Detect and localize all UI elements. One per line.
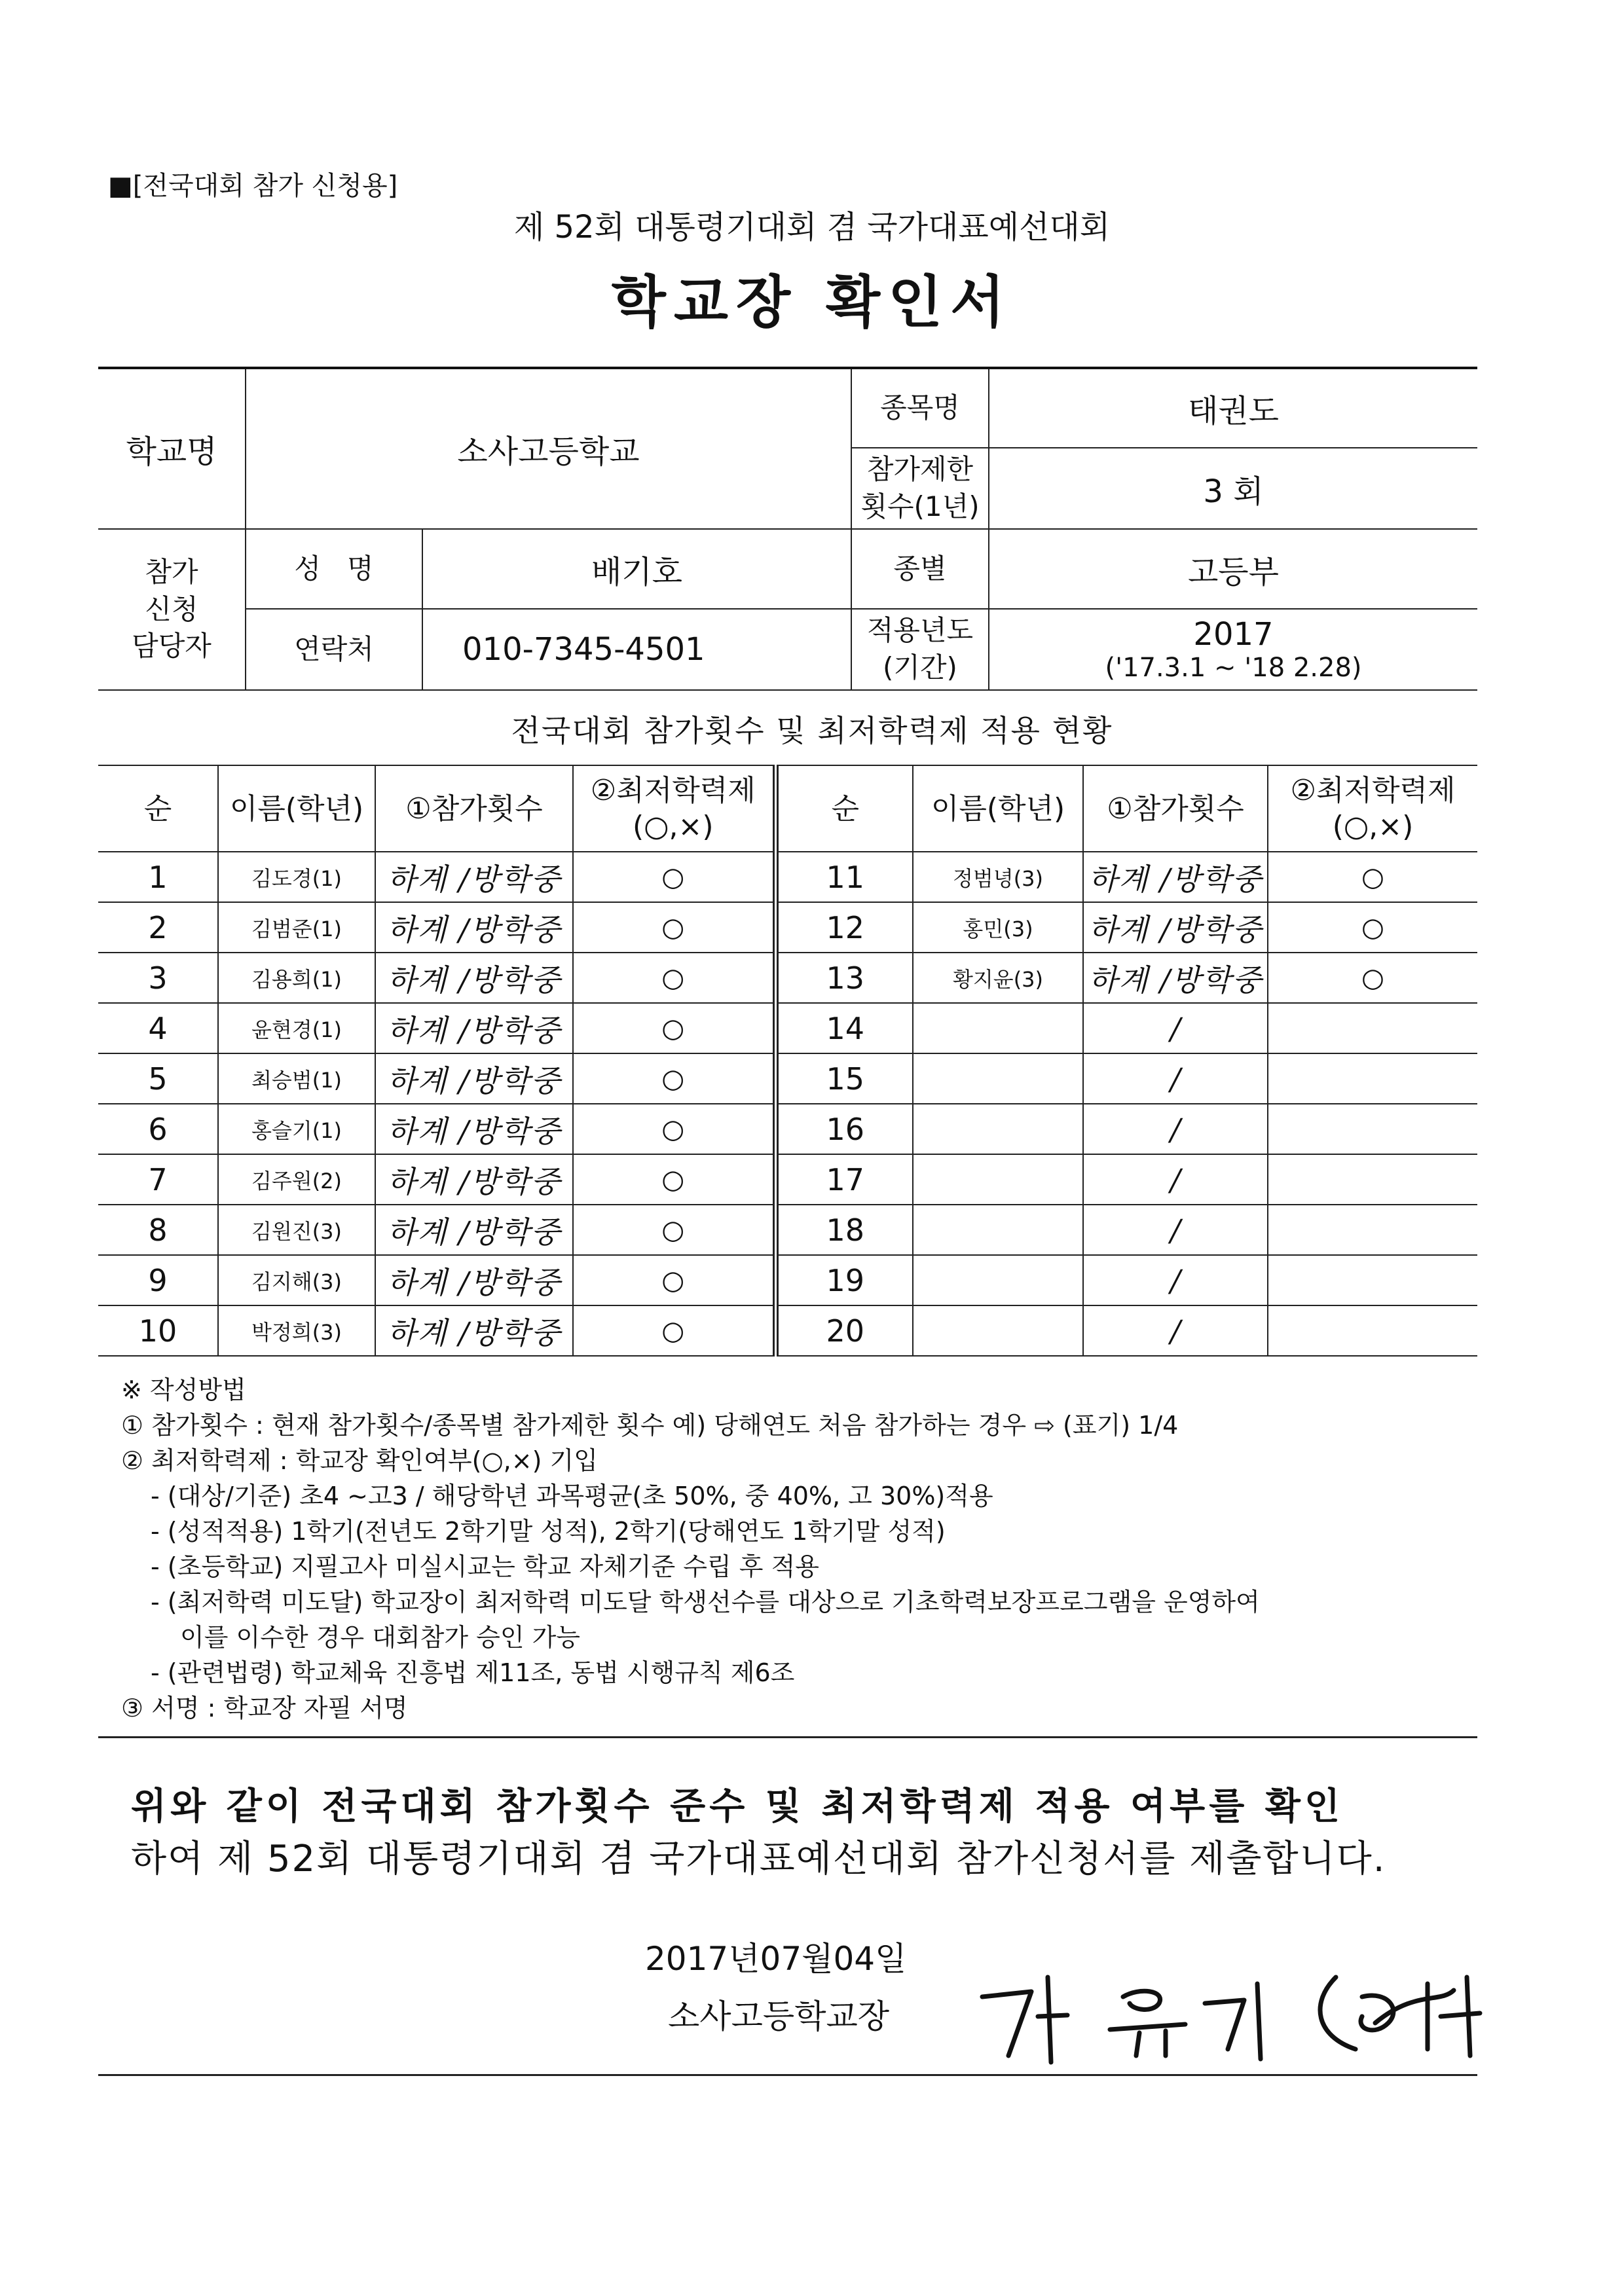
table-row bbox=[98, 1205, 1477, 1255]
division-value: 고등부 bbox=[989, 529, 1477, 609]
row-count: / bbox=[1083, 1305, 1268, 1356]
year-label bbox=[851, 609, 989, 690]
row-count: 하계 /방학중 bbox=[1083, 902, 1268, 953]
table-row bbox=[98, 1255, 1477, 1305]
table-row bbox=[98, 1305, 1477, 1356]
header-min-left bbox=[573, 765, 775, 852]
row-min-mark: ○ bbox=[1268, 852, 1477, 902]
divider-top bbox=[98, 1736, 1477, 1738]
row-min-mark: ○ bbox=[573, 1154, 775, 1205]
header-min-right-line1: ②최저학력제 bbox=[1290, 774, 1456, 807]
row-name bbox=[913, 1003, 1083, 1053]
closing-statement bbox=[131, 1781, 1386, 1886]
limit-value: 3 회 bbox=[989, 448, 1477, 529]
contact-label: 연락처 bbox=[246, 609, 422, 690]
header-no-right: 순 bbox=[775, 765, 913, 852]
event-label: 종목명 bbox=[851, 368, 989, 448]
note-3: ③ 서명 : 학교장 자필 서명 bbox=[121, 1694, 408, 1722]
row-min-mark bbox=[1268, 1205, 1477, 1255]
limit-label bbox=[851, 448, 989, 529]
notes-title: ※ 작성방법 bbox=[121, 1376, 246, 1404]
row-count: 하계 /방학중 bbox=[375, 1053, 573, 1104]
table-row bbox=[98, 1053, 1477, 1104]
row-no: 20 bbox=[775, 1305, 913, 1356]
header-min-right-line2: (○,×) bbox=[1332, 810, 1414, 843]
row-count: / bbox=[1083, 1205, 1268, 1255]
header-count-left: ①참가횟수 bbox=[375, 765, 573, 852]
row-name bbox=[913, 1053, 1083, 1104]
row-min-mark: ○ bbox=[573, 953, 775, 1003]
header-no-left: 순 bbox=[98, 765, 218, 852]
row-no: 11 bbox=[775, 852, 913, 902]
row-no: 16 bbox=[775, 1104, 913, 1154]
row-name: 김원진(3) bbox=[218, 1205, 375, 1255]
row-count: 하계 /방학중 bbox=[375, 1205, 573, 1255]
row-count: 하계 /방학중 bbox=[375, 1154, 573, 1205]
row-name: 황지윤(3) bbox=[913, 953, 1083, 1003]
header-min-right bbox=[1268, 765, 1477, 852]
row-count: 하계 /방학중 bbox=[375, 902, 573, 953]
row-count: 하계 /방학중 bbox=[375, 1104, 573, 1154]
table-row bbox=[98, 852, 1477, 902]
competition-title: 제 52회 대통령기대회 겸 국가대표예선대회 bbox=[513, 209, 1111, 246]
contact-value: 010-7345-4501 bbox=[422, 609, 851, 690]
row-no: 8 bbox=[98, 1205, 218, 1255]
row-min-mark bbox=[1268, 1154, 1477, 1205]
note-2d: - (최저학력 미도달) 학교장이 최저학력 미도달 학생선수를 대상으로 기초학력보장프로그램을 운영하여 bbox=[151, 1588, 1260, 1616]
closing-line-1: 위와 같이 전국대회 참가횟수 준수 및 최저학력제 적용 여부를 확인 bbox=[131, 1785, 1344, 1828]
row-count: 하계 /방학중 bbox=[375, 852, 573, 902]
header-count-right: ①참가횟수 bbox=[1083, 765, 1268, 852]
division-label: 종별 bbox=[851, 529, 989, 609]
school-label: 학교명 bbox=[98, 368, 246, 529]
row-no: 7 bbox=[98, 1154, 218, 1205]
row-no: 10 bbox=[98, 1305, 218, 1356]
header-min-left-line2: (○,×) bbox=[632, 810, 714, 843]
row-count: / bbox=[1083, 1053, 1268, 1104]
row-min-mark bbox=[1268, 1305, 1477, 1356]
row-name: 홍슬기(1) bbox=[218, 1104, 375, 1154]
note-2b: - (성적적용) 1학기(전년도 2학기말 성적), 2학기(당해연도 1학기말 성적) bbox=[151, 1517, 946, 1546]
year-label-line2: (기간) bbox=[883, 651, 957, 683]
header-name-right: 이름(학년) bbox=[913, 765, 1083, 852]
row-name bbox=[913, 1305, 1083, 1356]
form-type-tag: ■[전국대회 참가 신청용] bbox=[108, 171, 398, 201]
row-name bbox=[913, 1154, 1083, 1205]
applicant-label-line1: 참가 bbox=[145, 555, 198, 588]
closing-line-2: 하여 제 52회 대통령기대회 겸 국가대표예선대회 참가신청서를 제출합니다. bbox=[131, 1838, 1386, 1880]
row-count: 하계 /방학중 bbox=[375, 1255, 573, 1305]
table-row bbox=[98, 1154, 1477, 1205]
limit-label-line1: 참가제한 bbox=[866, 453, 974, 486]
row-name: 정범녕(3) bbox=[913, 852, 1083, 902]
note-2a: - (대상/기준) 초4 ~고3 / 해당학년 과목평균(초 50%, 중 40%, 고 30%)적용 bbox=[151, 1482, 993, 1510]
note-1: ① 참가횟수 : 현재 참가횟수/종목별 참가제한 횟수 예) 당해연도 처음 참가하는 경우 ⇨ (표기) 1/4 bbox=[121, 1411, 1179, 1440]
row-name bbox=[913, 1104, 1083, 1154]
row-no: 12 bbox=[775, 902, 913, 953]
row-name: 최승범(1) bbox=[218, 1053, 375, 1104]
row-no: 14 bbox=[775, 1003, 913, 1053]
row-name: 박정희(3) bbox=[218, 1305, 375, 1356]
row-min-mark: ○ bbox=[573, 1104, 775, 1154]
row-min-mark: ○ bbox=[573, 1205, 775, 1255]
writing-instructions bbox=[121, 1372, 1260, 1726]
row-min-mark: ○ bbox=[573, 1305, 775, 1356]
row-min-mark: ○ bbox=[573, 1255, 775, 1305]
table-row bbox=[98, 953, 1477, 1003]
row-no: 9 bbox=[98, 1255, 218, 1305]
year-value-cell bbox=[989, 609, 1477, 690]
row-min-mark bbox=[1268, 1255, 1477, 1305]
row-no: 17 bbox=[775, 1154, 913, 1205]
row-name: 김지해(3) bbox=[218, 1255, 375, 1305]
row-no: 5 bbox=[98, 1053, 218, 1104]
table-row bbox=[98, 1003, 1477, 1053]
row-count: 하계 /방학중 bbox=[375, 1003, 573, 1053]
note-2d-cont: 이를 이수한 경우 대회참가 승인 가능 bbox=[180, 1623, 581, 1652]
applicant-label bbox=[98, 529, 246, 690]
note-2e: - (관련법령) 학교체육 진흥법 제11조, 동법 시행규칙 제6조 bbox=[151, 1658, 795, 1687]
document-title: 학교장 확인서 bbox=[611, 270, 1013, 335]
row-min-mark bbox=[1268, 1053, 1477, 1104]
row-no: 13 bbox=[775, 953, 913, 1003]
row-name: 김도경(1) bbox=[218, 852, 375, 902]
row-no: 18 bbox=[775, 1205, 913, 1255]
row-no: 19 bbox=[775, 1255, 913, 1305]
note-2: ② 최저학력제 : 학교장 확인여부(○,×) 기입 bbox=[121, 1446, 598, 1475]
row-count: / bbox=[1083, 1154, 1268, 1205]
name-label: 성 명 bbox=[246, 529, 422, 609]
row-no: 15 bbox=[775, 1053, 913, 1104]
row-count: / bbox=[1083, 1003, 1268, 1053]
row-min-mark: ○ bbox=[573, 902, 775, 953]
school-value: 소사고등학교 bbox=[246, 368, 851, 529]
table-row bbox=[98, 1104, 1477, 1154]
handwritten-signature bbox=[969, 1951, 1519, 2075]
applicant-label-line2: 신청 bbox=[145, 592, 198, 625]
row-count: 하계 /방학중 bbox=[375, 1305, 573, 1356]
row-min-mark: ○ bbox=[1268, 902, 1477, 953]
row-min-mark: ○ bbox=[1268, 953, 1477, 1003]
row-name: 김주원(2) bbox=[218, 1154, 375, 1205]
row-name: 김용희(1) bbox=[218, 953, 375, 1003]
row-no: 4 bbox=[98, 1003, 218, 1053]
section-title: 전국대회 참가횟수 및 최저학력제 적용 현황 bbox=[511, 713, 1113, 748]
row-min-mark: ○ bbox=[573, 1053, 775, 1104]
row-count: 하계 /방학중 bbox=[1083, 852, 1268, 902]
row-min-mark bbox=[1268, 1003, 1477, 1053]
row-name bbox=[913, 1255, 1083, 1305]
row-no: 1 bbox=[98, 852, 218, 902]
row-min-mark: ○ bbox=[573, 852, 775, 902]
row-no: 6 bbox=[98, 1104, 218, 1154]
header-min-left-line1: ②최저학력제 bbox=[590, 774, 756, 807]
name-value: 배기호 bbox=[422, 529, 851, 609]
applicant-label-line3: 담당자 bbox=[132, 630, 212, 663]
row-min-mark bbox=[1268, 1104, 1477, 1154]
info-table bbox=[98, 367, 1477, 691]
row-count: / bbox=[1083, 1255, 1268, 1305]
participants-body bbox=[98, 852, 1477, 1356]
participants-header-row bbox=[98, 765, 1477, 852]
participants-table bbox=[98, 765, 1477, 1357]
row-name: 김범준(1) bbox=[218, 902, 375, 953]
submission-date: 2017년07월04일 bbox=[645, 1940, 907, 1978]
row-no: 3 bbox=[98, 953, 218, 1003]
row-name: 홍민(3) bbox=[913, 902, 1083, 953]
row-no: 2 bbox=[98, 902, 218, 953]
year-value: 2017 bbox=[1193, 616, 1274, 653]
divider-bottom bbox=[98, 2074, 1477, 2076]
year-label-line1: 적용년도 bbox=[866, 614, 974, 647]
note-2c: - (초등학교) 지필고사 미실시교는 학교 자체기준 수립 후 적용 bbox=[151, 1552, 819, 1581]
row-name bbox=[913, 1205, 1083, 1255]
table-row bbox=[98, 902, 1477, 953]
year-period: ('17.3.1 ~ '18 2.28) bbox=[1105, 653, 1362, 683]
principal-title: 소사고등학교장 bbox=[668, 1997, 890, 2035]
row-name: 윤현경(1) bbox=[218, 1003, 375, 1053]
event-value: 태권도 bbox=[989, 368, 1477, 448]
row-count: 하계 /방학중 bbox=[1083, 953, 1268, 1003]
header-name-left: 이름(학년) bbox=[218, 765, 375, 852]
row-count: / bbox=[1083, 1104, 1268, 1154]
limit-label-line2: 횟수(1년) bbox=[860, 490, 980, 522]
row-min-mark: ○ bbox=[573, 1003, 775, 1053]
row-count: 하계 /방학중 bbox=[375, 953, 573, 1003]
